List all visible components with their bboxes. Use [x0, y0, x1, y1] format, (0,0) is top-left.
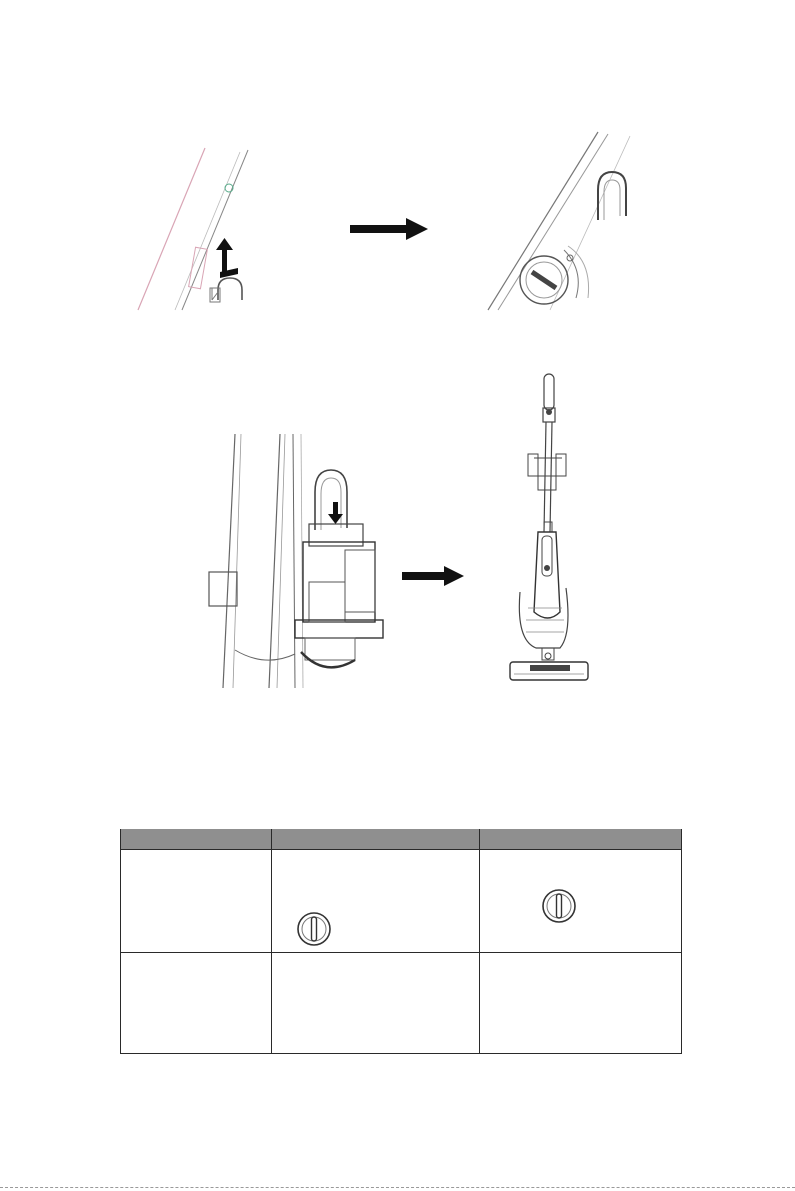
dial-unlock-icon: [541, 888, 577, 924]
table-border: [479, 829, 480, 1054]
figure-hook-attach: [130, 140, 280, 312]
table-border: [120, 1053, 682, 1054]
dial-lock-icon: [296, 911, 332, 947]
lock-settings-table: [120, 829, 682, 1054]
table-border: [120, 829, 121, 1054]
arrow-right-icon: [350, 218, 430, 240]
figure-hook-attached: [480, 130, 640, 312]
arrow-right-icon: [402, 566, 464, 586]
page-edge-divider: [0, 1187, 795, 1188]
table-border: [271, 829, 272, 1054]
table-border: [681, 829, 682, 1054]
table-header-row: [120, 829, 682, 849]
figure-assembled-vacuum: [500, 372, 600, 688]
table-border: [120, 849, 682, 850]
figure-holder-mount: [205, 432, 400, 690]
table-border: [120, 952, 682, 953]
